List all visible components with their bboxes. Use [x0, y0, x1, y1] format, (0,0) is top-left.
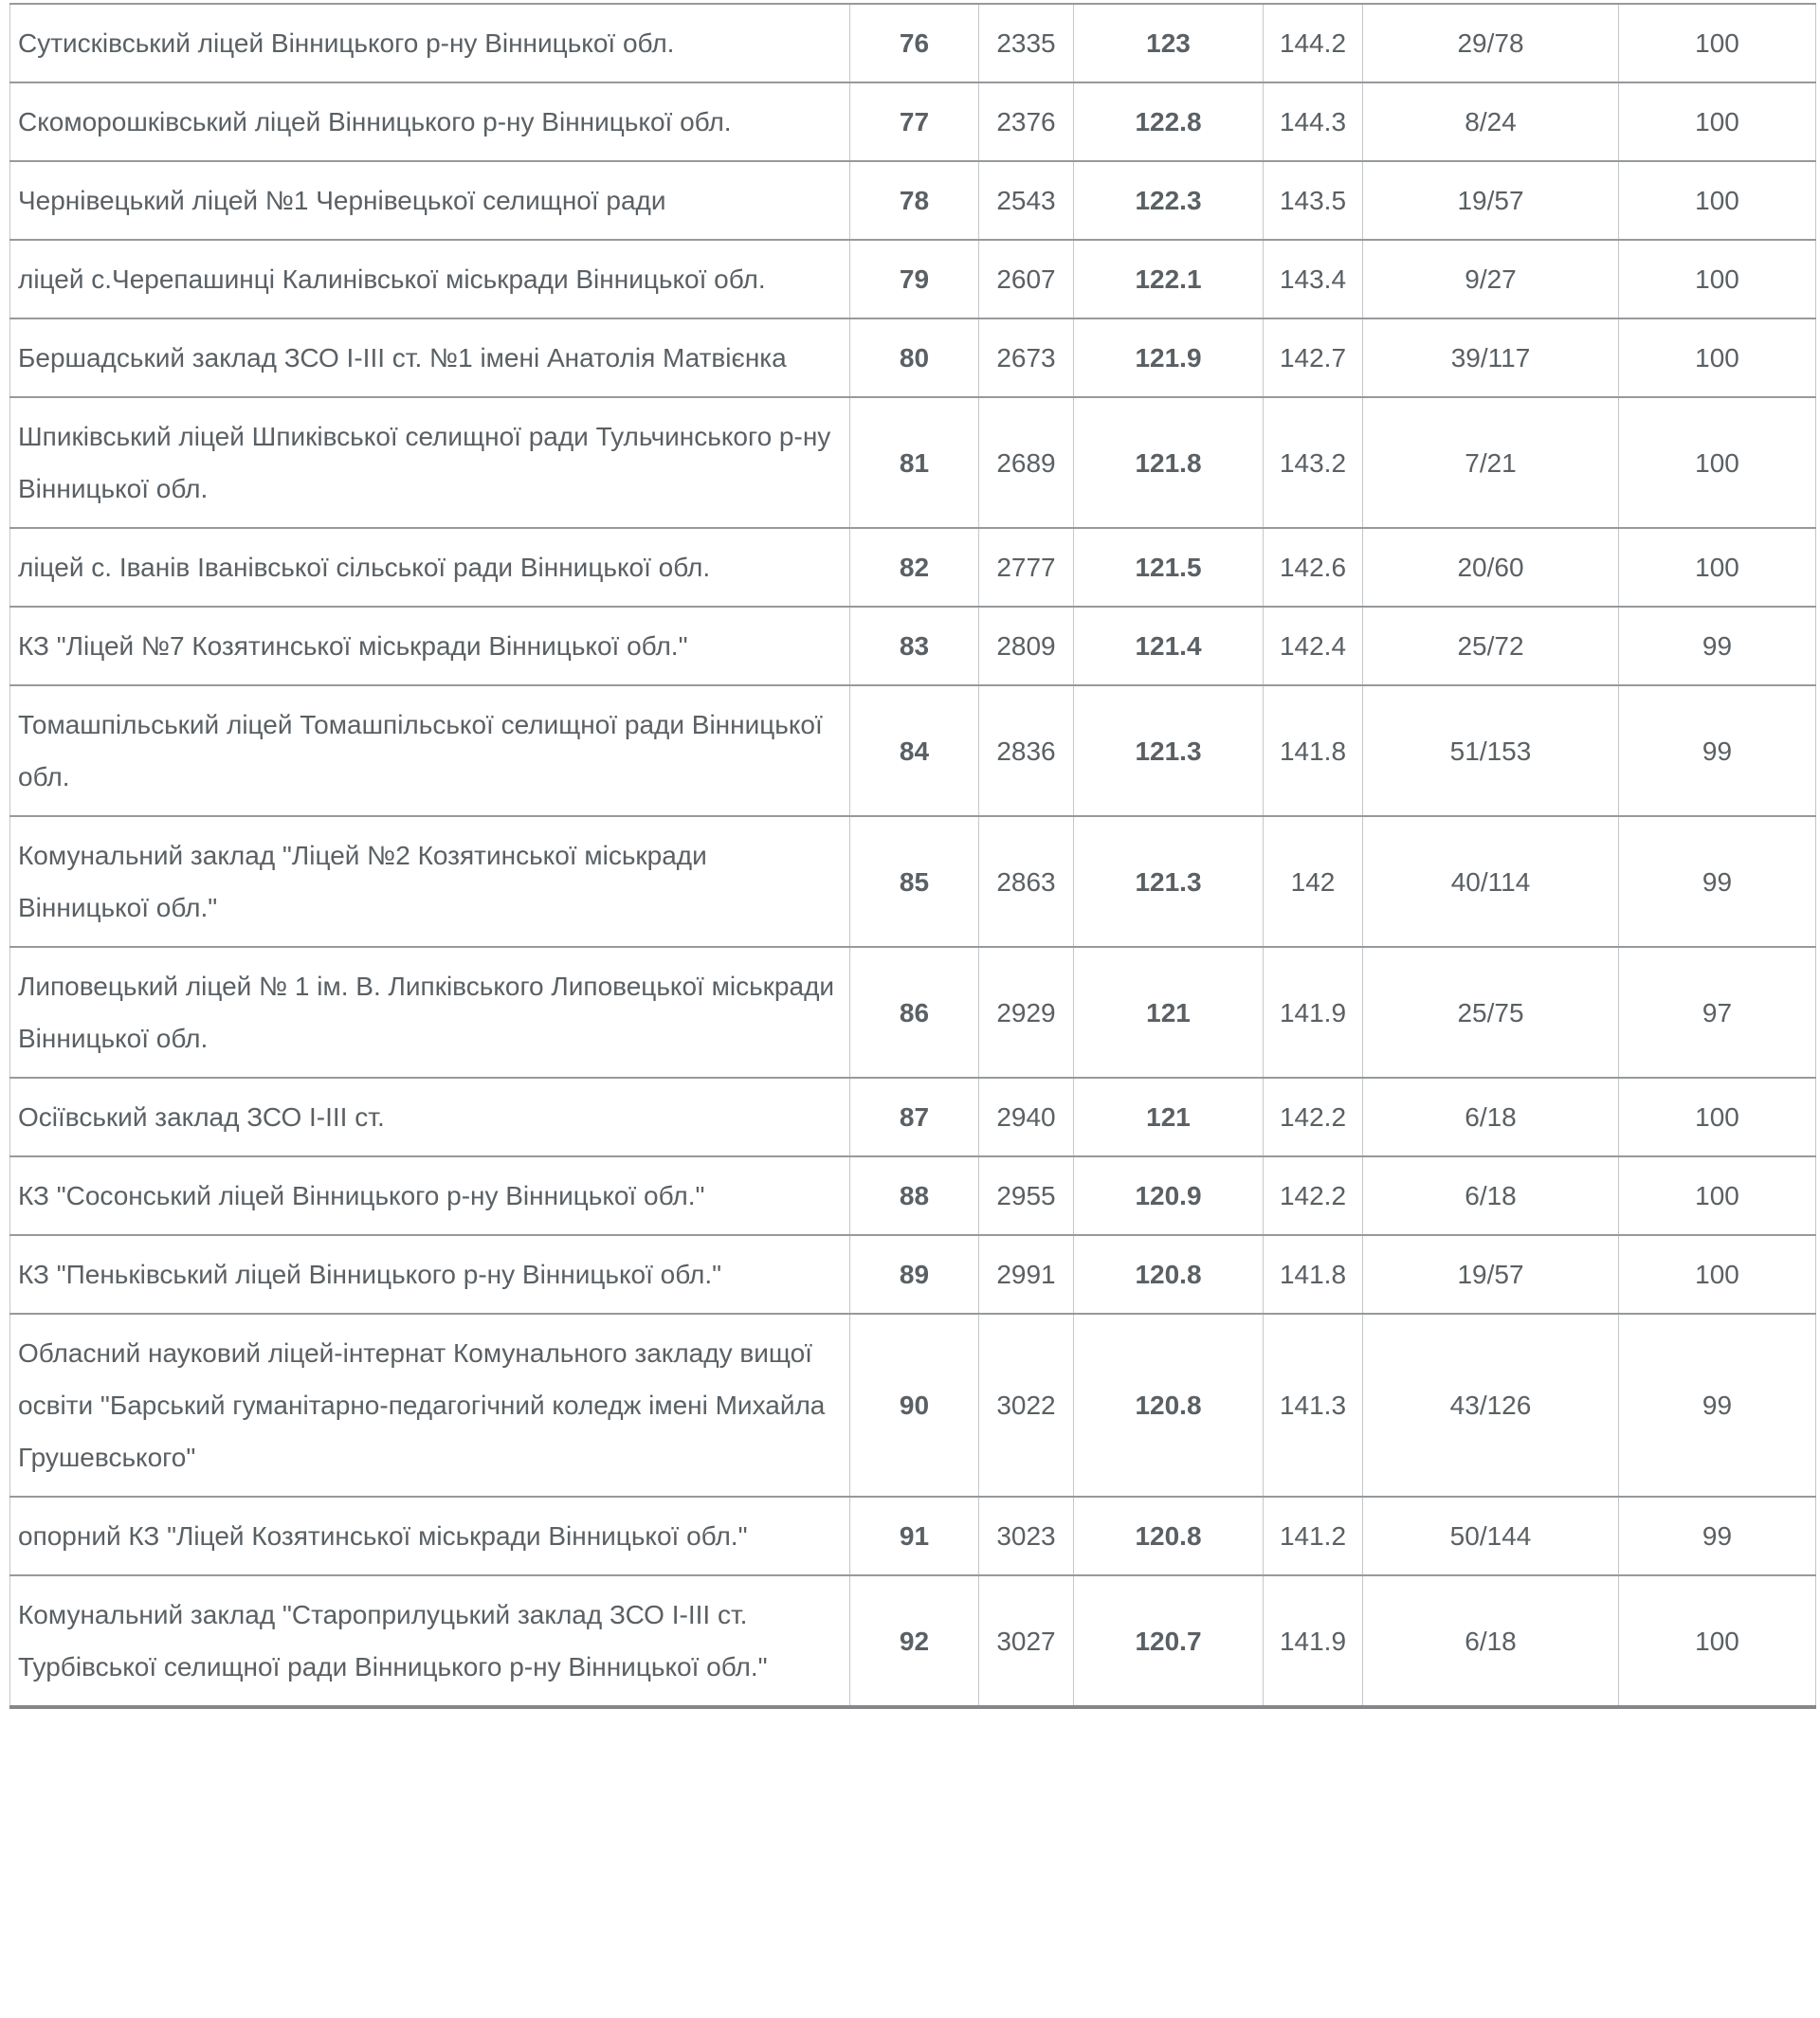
- number-cell: 2809: [979, 607, 1074, 685]
- school-name-cell: Липовецький ліцей № 1 ім. В. Липківського Липовецької міськради Вінницької обл.: [10, 947, 850, 1078]
- school-name-cell: Бершадський заклад ЗСО І-ІІІ ст. №1 імені Анатолія Матвієнка: [10, 318, 850, 397]
- school-name-cell: Чернівецький ліцей №1 Чернівецької селищної ради: [10, 161, 850, 240]
- ratio-cell: 6/18: [1363, 1156, 1619, 1235]
- table-row: [10, 1235, 1816, 1314]
- max-score-cell: 142: [1264, 816, 1363, 947]
- number-cell: 3023: [979, 1497, 1074, 1575]
- percent-cell: 99: [1619, 607, 1816, 685]
- avg-score-cell: 121: [1074, 947, 1264, 1078]
- number-cell: 2777: [979, 528, 1074, 607]
- rank-cell: 76: [850, 4, 979, 82]
- school-name-cell: опорний КЗ "Ліцей Козятинської міськради Вінницької обл.": [10, 1497, 850, 1575]
- max-score-cell: 143.4: [1264, 240, 1363, 318]
- ratio-cell: 19/57: [1363, 1235, 1619, 1314]
- number-cell: 2991: [979, 1235, 1074, 1314]
- percent-cell: 97: [1619, 947, 1816, 1078]
- number-cell: 3022: [979, 1314, 1074, 1497]
- avg-score-cell: 120.9: [1074, 1156, 1264, 1235]
- table-row: [10, 816, 1816, 947]
- percent-cell: 100: [1619, 1575, 1816, 1707]
- school-name-cell: ліцей с.Черепашинці Калинівської міськради Вінницької обл.: [10, 240, 850, 318]
- max-score-cell: 142.4: [1264, 607, 1363, 685]
- avg-score-cell: 121.4: [1074, 607, 1264, 685]
- school-name-cell: Шпиківський ліцей Шпиківської селищної ради Тульчинського р-ну Вінницької обл.: [10, 397, 850, 528]
- table-row: [10, 397, 1816, 528]
- table-row: [10, 1156, 1816, 1235]
- school-name-cell: Сутисківський ліцей Вінницького р-ну Вінницької обл.: [10, 4, 850, 82]
- rank-cell: 84: [850, 685, 979, 816]
- rank-cell: 92: [850, 1575, 979, 1707]
- max-score-cell: 142.6: [1264, 528, 1363, 607]
- number-cell: 2955: [979, 1156, 1074, 1235]
- number-cell: 2335: [979, 4, 1074, 82]
- percent-cell: 99: [1619, 1314, 1816, 1497]
- max-score-cell: 141.2: [1264, 1497, 1363, 1575]
- rank-cell: 89: [850, 1235, 979, 1314]
- ranking-table-body: [10, 4, 1816, 1707]
- number-cell: 2836: [979, 685, 1074, 816]
- table-row: [10, 4, 1816, 82]
- max-score-cell: 141.8: [1264, 685, 1363, 816]
- max-score-cell: 141.8: [1264, 1235, 1363, 1314]
- max-score-cell: 143.2: [1264, 397, 1363, 528]
- ratio-cell: 9/27: [1363, 240, 1619, 318]
- max-score-cell: 141.9: [1264, 1575, 1363, 1707]
- ratio-cell: 40/114: [1363, 816, 1619, 947]
- school-name-cell: Томашпільський ліцей Томашпільської селищної ради Вінницької обл.: [10, 685, 850, 816]
- ratio-cell: 39/117: [1363, 318, 1619, 397]
- avg-score-cell: 121.8: [1074, 397, 1264, 528]
- number-cell: 2689: [979, 397, 1074, 528]
- rank-cell: 79: [850, 240, 979, 318]
- max-score-cell: 141.9: [1264, 947, 1363, 1078]
- school-name-cell: КЗ "Пеньківський ліцей Вінницького р-ну Вінницької обл.": [10, 1235, 850, 1314]
- table-row: [10, 82, 1816, 161]
- max-score-cell: 141.3: [1264, 1314, 1363, 1497]
- table-row: [10, 1078, 1816, 1156]
- ratio-cell: 19/57: [1363, 161, 1619, 240]
- school-name-cell: ліцей с. Іванів Іванівської сільської ради Вінницької обл.: [10, 528, 850, 607]
- ratio-cell: 6/18: [1363, 1078, 1619, 1156]
- percent-cell: 100: [1619, 397, 1816, 528]
- percent-cell: 100: [1619, 1078, 1816, 1156]
- max-score-cell: 142.2: [1264, 1078, 1363, 1156]
- max-score-cell: 144.3: [1264, 82, 1363, 161]
- rank-cell: 90: [850, 1314, 979, 1497]
- percent-cell: 100: [1619, 318, 1816, 397]
- percent-cell: 100: [1619, 161, 1816, 240]
- avg-score-cell: 120.8: [1074, 1314, 1264, 1497]
- percent-cell: 100: [1619, 1235, 1816, 1314]
- max-score-cell: 142.2: [1264, 1156, 1363, 1235]
- ratio-cell: 7/21: [1363, 397, 1619, 528]
- number-cell: 2376: [979, 82, 1074, 161]
- percent-cell: 100: [1619, 4, 1816, 82]
- table-row: [10, 607, 1816, 685]
- rank-cell: 88: [850, 1156, 979, 1235]
- avg-score-cell: 121.3: [1074, 685, 1264, 816]
- avg-score-cell: 120.7: [1074, 1575, 1264, 1707]
- ratio-cell: 51/153: [1363, 685, 1619, 816]
- rank-cell: 77: [850, 82, 979, 161]
- ratio-cell: 20/60: [1363, 528, 1619, 607]
- ratio-cell: 25/72: [1363, 607, 1619, 685]
- percent-cell: 100: [1619, 240, 1816, 318]
- table-row: [10, 1497, 1816, 1575]
- avg-score-cell: 123: [1074, 4, 1264, 82]
- rank-cell: 80: [850, 318, 979, 397]
- table-row: [10, 1314, 1816, 1497]
- avg-score-cell: 121.9: [1074, 318, 1264, 397]
- avg-score-cell: 122.3: [1074, 161, 1264, 240]
- percent-cell: 99: [1619, 685, 1816, 816]
- school-name-cell: Комунальний заклад "Ліцей №2 Козятинської міськради Вінницької обл.": [10, 816, 850, 947]
- ratio-cell: 29/78: [1363, 4, 1619, 82]
- number-cell: 2607: [979, 240, 1074, 318]
- percent-cell: 100: [1619, 528, 1816, 607]
- ratio-cell: 50/144: [1363, 1497, 1619, 1575]
- number-cell: 2673: [979, 318, 1074, 397]
- percent-cell: 100: [1619, 1156, 1816, 1235]
- rank-cell: 85: [850, 816, 979, 947]
- rank-cell: 82: [850, 528, 979, 607]
- ratio-cell: 6/18: [1363, 1575, 1619, 1707]
- avg-score-cell: 120.8: [1074, 1497, 1264, 1575]
- avg-score-cell: 121.5: [1074, 528, 1264, 607]
- avg-score-cell: 121: [1074, 1078, 1264, 1156]
- number-cell: 2863: [979, 816, 1074, 947]
- table-row: [10, 685, 1816, 816]
- number-cell: 2929: [979, 947, 1074, 1078]
- school-ranking-table: [9, 3, 1816, 1709]
- table-row: [10, 161, 1816, 240]
- school-name-cell: КЗ "Сосонський ліцей Вінницького р-ну Вінницької обл.": [10, 1156, 850, 1235]
- table-row: [10, 1575, 1816, 1707]
- table-row: [10, 318, 1816, 397]
- ratio-cell: 8/24: [1363, 82, 1619, 161]
- avg-score-cell: 120.8: [1074, 1235, 1264, 1314]
- rank-cell: 81: [850, 397, 979, 528]
- number-cell: 2543: [979, 161, 1074, 240]
- max-score-cell: 143.5: [1264, 161, 1363, 240]
- max-score-cell: 144.2: [1264, 4, 1363, 82]
- percent-cell: 99: [1619, 1497, 1816, 1575]
- max-score-cell: 142.7: [1264, 318, 1363, 397]
- avg-score-cell: 122.1: [1074, 240, 1264, 318]
- school-name-cell: Осіївський заклад ЗСО І-ІІІ ст.: [10, 1078, 850, 1156]
- percent-cell: 99: [1619, 816, 1816, 947]
- school-name-cell: Комунальний заклад "Староприлуцький заклад ЗСО І-ІІІ ст. Турбівської селищної ради Вінницького р-ну Вінницької обл.": [10, 1575, 850, 1707]
- table-row: [10, 528, 1816, 607]
- avg-score-cell: 121.3: [1074, 816, 1264, 947]
- table-row: [10, 947, 1816, 1078]
- rank-cell: 86: [850, 947, 979, 1078]
- school-name-cell: КЗ "Ліцей №7 Козятинської міськради Вінницької обл.": [10, 607, 850, 685]
- rank-cell: 78: [850, 161, 979, 240]
- rank-cell: 87: [850, 1078, 979, 1156]
- number-cell: 2940: [979, 1078, 1074, 1156]
- school-name-cell: Скоморошківський ліцей Вінницького р-ну Вінницької обл.: [10, 82, 850, 161]
- table-row: [10, 240, 1816, 318]
- ratio-cell: 25/75: [1363, 947, 1619, 1078]
- ratio-cell: 43/126: [1363, 1314, 1619, 1497]
- number-cell: 3027: [979, 1575, 1074, 1707]
- rank-cell: 91: [850, 1497, 979, 1575]
- avg-score-cell: 122.8: [1074, 82, 1264, 161]
- school-name-cell: Обласний науковий ліцей-інтернат Комунального закладу вищої освіти "Барський гуманітарно-педагогічний коледж імені Михайла Грушевського": [10, 1314, 850, 1497]
- rank-cell: 83: [850, 607, 979, 685]
- percent-cell: 100: [1619, 82, 1816, 161]
